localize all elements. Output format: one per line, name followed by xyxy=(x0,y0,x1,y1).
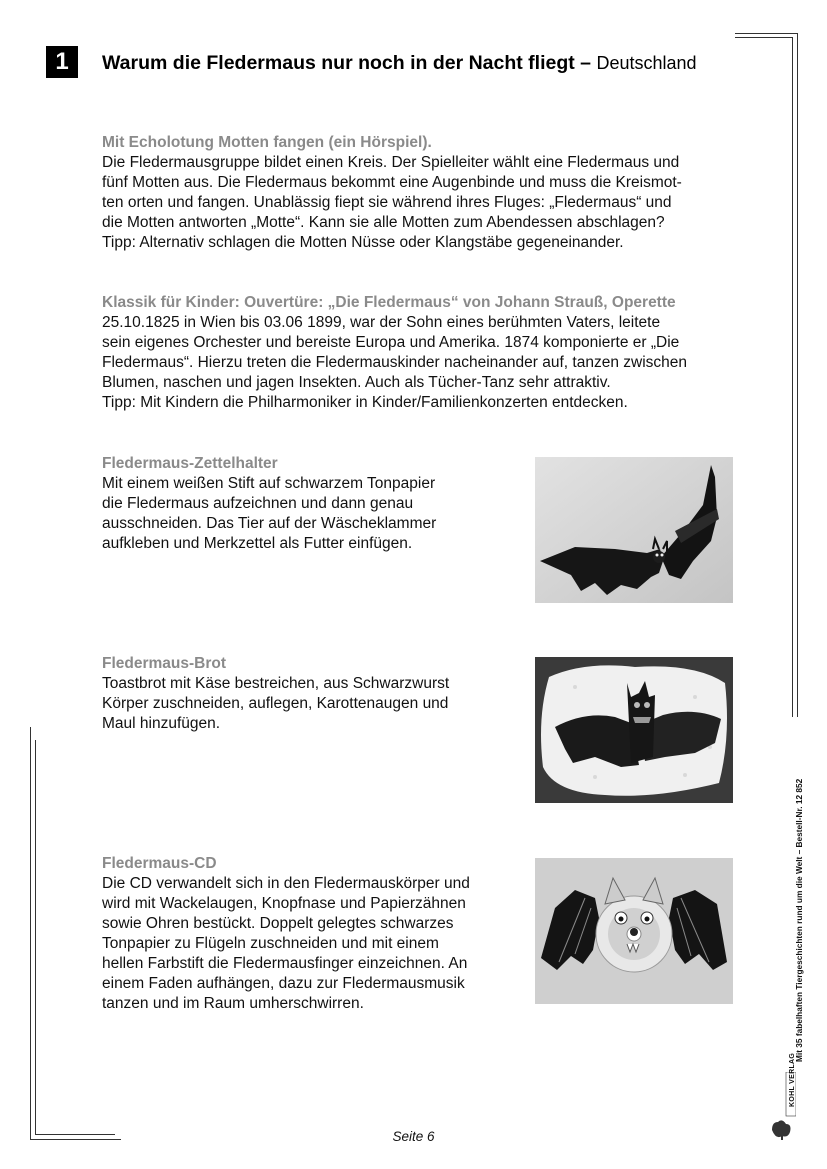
text-line: Toastbrot mit Käse bestreichen, aus Schwarzwurst xyxy=(102,675,450,692)
text-line: sein eigenes Orchester und bereiste Europa und Amerika. 1874 komponierte er „Die xyxy=(102,334,680,351)
text-line: aufkleben und Merkzettel als Futter einfügen. xyxy=(102,535,413,552)
text-line: 25.10.1825 in Wien bis 03.06 1899, war der Sohn eines berühmten Vaters, leitete xyxy=(102,314,661,331)
text-line: einem Faden aufhängen, dazu zur Fledermausmusik xyxy=(102,975,465,992)
frame-line-left xyxy=(30,727,31,1140)
text-line: Mit einem weißen Stift auf schwarzem Tonpapier xyxy=(102,475,436,492)
page-number: Seite 6 xyxy=(392,1129,435,1144)
frame-line-top xyxy=(735,33,798,34)
title-separator: – xyxy=(574,52,597,74)
text-line: sowie Ohren bestückt. Doppelt gelegtes schwarzes xyxy=(102,915,454,932)
frame-line-right xyxy=(797,33,798,717)
frame-line-top-inner xyxy=(735,37,793,38)
frame-line-right-inner xyxy=(792,37,793,717)
section-heading: Fledermaus-Zettelhalter xyxy=(102,455,278,472)
bat-bread-photo xyxy=(535,657,733,803)
section-heading: Mit Echolotung Motten fangen (ein Hörspiel). xyxy=(102,134,432,151)
section-echolotung xyxy=(102,133,742,253)
text-line: fünf Motten aus. Die Fledermaus bekommt eine Augenbinde und muss die Kreismot- xyxy=(102,174,682,191)
text-line: ausschneiden. Das Tier auf der Wäscheklammer xyxy=(102,515,437,532)
text-line: Körper zuschneiden, auflegen, Karottenaugen und xyxy=(102,695,449,712)
text-line: Maul hinzufügen. xyxy=(102,715,221,732)
section-cd xyxy=(102,854,522,1014)
text-line: Tipp: Alternativ schlagen die Motten Nüsse oder Klangstäbe gegeneinander. xyxy=(102,234,624,251)
text-line: Fledermaus“. Hierzu treten die Fledermauskinder nacheinander auf, tanzen zwischen xyxy=(102,354,687,371)
section-heading: Fledermaus-CD xyxy=(102,855,217,872)
chapter-number: 1 xyxy=(46,46,78,78)
section-zettelhalter xyxy=(102,454,522,554)
bat-cd-photo xyxy=(535,858,733,1004)
text-line: die Motten antworten „Motte“. Kann sie alle Motten zum Abendessen abschlagen? xyxy=(102,214,665,231)
text-line: Die Fledermausgruppe bildet einen Kreis. Der Spielleiter wählt eine Fledermaus und xyxy=(102,154,680,171)
text-line: Tipp: Mit Kindern die Philharmoniker in Kinder/Familienkonzerten entdecken. xyxy=(102,394,628,411)
text-line: hellen Farbstift die Fledermausfinger einzeichnen. An xyxy=(102,955,468,972)
text-line: Tonpapier zu Flügeln zuschneiden und mit einem xyxy=(102,935,439,952)
text-line: Blumen, naschen und jagen Insekten. Auch als Tücher-Tanz sehr attraktiv. xyxy=(102,374,611,391)
bat-clip-photo xyxy=(535,457,733,603)
section-heading: Klassik für Kinder: Ouvertüre: „Die Fledermaus“ von Johann Strauß, Operette xyxy=(102,294,676,311)
text-line: die Fledermaus aufzeichnen und dann genau xyxy=(102,495,414,512)
frame-line-left-inner xyxy=(35,740,36,1135)
text-line: tanzen und im Raum umherschwirren. xyxy=(102,995,364,1012)
text-line: ten orten und fangen. Unablässig fiept sie während ihres Fluges: „Fledermaus“ und xyxy=(102,194,672,211)
text-line: Die CD verwandelt sich in den Fledermauskörper und xyxy=(102,875,470,892)
section-brot xyxy=(102,654,522,734)
side-order-text: Mit 35 fabelhaften Tiergeschichten rund um die Welt – Bestell-Nr. 12 852 xyxy=(794,778,804,1062)
page-title xyxy=(102,52,697,75)
section-heading: Fledermaus-Brot xyxy=(102,655,227,672)
title-region: Deutschland xyxy=(596,53,697,73)
title-text: Warum die Fledermaus nur noch in der Nacht fliegt xyxy=(102,52,575,74)
publisher-name: KOHL VERLAG xyxy=(789,1052,796,1107)
section-klassik xyxy=(102,293,752,413)
text-line: wird mit Wackelaugen, Knopfnase und Papierzähnen xyxy=(102,895,466,912)
